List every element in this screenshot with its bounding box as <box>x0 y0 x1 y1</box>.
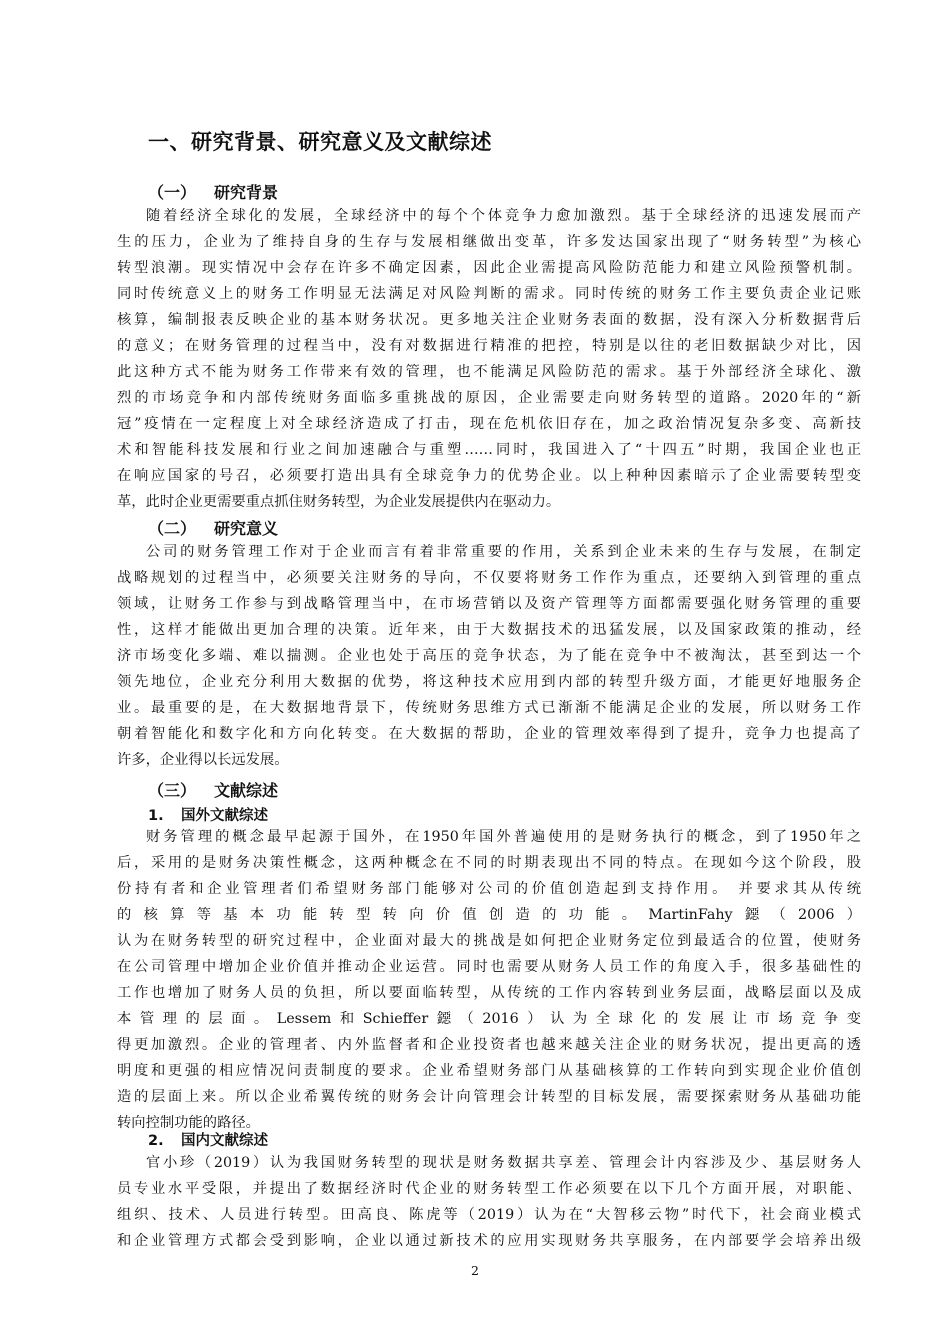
section-heading-background <box>148 180 278 203</box>
text-line: 和企业管理方式都会受到影响，企业以通过新技术的应用实现财务共享服务，在内部要学会培养出级 <box>117 1233 861 1249</box>
text-line: 在公司管理中增加企业价值并推动企业运营。同时也需要从财务人员工作的角度入手，很多基础性的 <box>117 959 861 975</box>
section-title: 研究背景 <box>214 183 279 202</box>
text-line: 财务管理的概念最早起源于国外，在1950年国外普遍使用的是财务执行的概念，到了1950年之 <box>146 829 861 845</box>
text-line: 性，这样才能做出更加合理的决策。近年来，由于大数据技术的迅猛发展，以及国家政策的推动，经 <box>117 622 861 638</box>
text-line: 朝着智能化和数字化和方向化转变。在大数据的帮助，企业的管理效率得到了提升，竞争力也提高了 <box>117 726 861 742</box>
section-heading-review <box>148 778 278 801</box>
subsection-number: 1. <box>148 808 164 824</box>
text-line: 认为在财务转型的研究过程中，企业面对最大的挑战是如何把企业财务定位到最适合的位置，使财务 <box>117 933 861 949</box>
text-line: 许多，企业得以长远发展。 <box>117 752 289 768</box>
text-line: 员专业水平受限，并提出了数据经济时代企业的财务转型工作必须要在以下几个方面开展，对职能、 <box>117 1181 861 1197</box>
text-line: 业。最重要的是，在大数据地背景下，传统财务思维方式已渐渐不能满足企业的发展，所以财务工作 <box>117 700 861 716</box>
page-number: 2 <box>471 1263 479 1278</box>
paragraph-significance <box>117 539 861 773</box>
text-line: 术和智能科技发展和行业之间加速融合与重塑……同时，我国进入了“十四五”时期，我国企业也正 <box>117 442 861 458</box>
text-line: 随着经济全球化的发展，全球经济中的每个个体竞争力愈加激烈。基于全球经济的迅速发展而产 <box>146 208 861 224</box>
text-line: 造的层面上来。所以企业希翼传统的财务会计向管理会计转型的目标发展，需要探索财务从基础功能 <box>117 1089 861 1105</box>
paragraph-domestic-review <box>117 1150 861 1254</box>
text-line: 领域，让财务工作参与到战略管理当中，在市场营销以及资产管理等方面都需要强化财务管理的重要 <box>117 596 861 612</box>
text-line: 官小珍（2019）认为我国财务转型的现状是财务数据共享差、管理会计内容涉及少、基层财务人 <box>146 1155 861 1171</box>
text-line: 济市场变化多端、难以揣测。企业也处于高压的竞争状态，为了能在竞争中不被淘汰，甚至到达一个 <box>117 648 861 664</box>
text-line: 得更加激烈。企业的管理者、内外监督者和企业投资者也越来越关注企业的财务状况，提出更高的透 <box>117 1037 861 1053</box>
subsection-heading-foreign <box>148 804 268 825</box>
section-heading-significance <box>148 516 278 539</box>
text-line: 战略规划的过程当中，必须要关注财务的导向，不仅要将财务工作作为重点，还要纳入到管理的重点 <box>117 570 861 586</box>
text-line: 工作也增加了财务人员的负担，所以要面临转型，从传统的工作内容转到业务层面，战略层面以及成 <box>117 985 861 1001</box>
subsection-heading-domestic <box>148 1129 268 1150</box>
text-line: 的意义；在财务管理的过程当中，没有对数据进行精准的把控，特别是以往的老旧数据缺少对比，因 <box>117 338 861 354</box>
text-line: 转向控制功能的路径。 <box>117 1115 260 1131</box>
paragraph-background <box>117 203 861 515</box>
subsection-title: 国内文献综述 <box>181 1133 268 1149</box>
text-line: 明度和更强的相应情况问责制度的要求。企业希望财务部门从基础核算的工作转向到实现企业价值创 <box>117 1063 861 1079</box>
text-line: 革，此时企业更需要重点抓住财务转型，为企业发展提供内在驱动力。 <box>117 494 561 510</box>
section-title: 研究意义 <box>214 519 279 538</box>
text-line: 此这种方式不能为财务工作带来有效的管理，也不能满足风险防范的需求。基于外部经济全球化、激 <box>117 364 861 380</box>
text-line: 同时传统意义上的财务工作明显无法满足对风险判断的需求。同时传统的财务工作主要负责企业记账 <box>117 286 861 302</box>
text-line: 生的压力，企业为了维持自身的生存与发展相继做出变革，许多发达国家出现了“财务转型”为核心 <box>117 234 861 250</box>
text-line: 烈的市场竞争和内部传统财务面临多重挑战的原因，企业需要走向财务转型的道路。2020年的“新 <box>117 390 861 406</box>
paragraph-foreign-review <box>117 824 861 1136</box>
subsection-number: 2. <box>148 1133 164 1149</box>
section-title: 文献综述 <box>214 781 279 800</box>
text-line: 领先地位，企业充分利用大数据的优势，将这种技术应用到内部的转型升级方面，才能更好地服务企 <box>117 674 861 690</box>
text-line: 份持有者和企业管理者们希望财务部门能够对公司的价值创造起到支持作用。 并要求其从传统 <box>117 881 861 897</box>
section-number: （一） <box>148 183 197 202</box>
text-line: 后，采用的是财务决策性概念，这两种概念在不同的时期表现出不同的特点。在现如今这个阶段，股 <box>117 855 861 871</box>
section-number: （三） <box>148 781 197 800</box>
text-line: 冠”疫情在一定程度上对全球经济造成了打击，现在危机依旧存在，加之政治情况复杂多变、高新技 <box>117 416 861 432</box>
text-line: 转型浪潮。现实情况中会存在许多不确定因素，因此企业需提高风险防范能力和建立风险预警机制。 <box>117 260 861 276</box>
chapter-heading: 一、研究背景、研究意义及文献综述 <box>148 130 492 154</box>
text-line: 本管理的层面。Lessem和Schieffer鐚（2016）认为全球化的发展让市场竞争变 <box>117 1011 861 1027</box>
text-line: 的核算等基本功能转型转向价值创造的功能。MartinFahy鐚（2006） <box>117 907 861 923</box>
text-line: 核算，编制报表反映企业的基本财务状况。更多地关注企业财务表面的数据，没有深入分析数据背后 <box>117 312 861 328</box>
subsection-title: 国外文献综述 <box>181 808 268 824</box>
text-line: 在响应国家的号召，必须要打造出具有全球竞争力的优势企业。以上种种因素暗示了企业需要转型变 <box>117 468 861 484</box>
section-number: （二） <box>148 519 197 538</box>
text-line: 组织、技术、人员进行转型。田高良、陈虎等（2019）认为在“大智移云物”时代下，社会商业模式 <box>117 1207 861 1223</box>
text-line: 公司的财务管理工作对于企业而言有着非常重要的作用，关系到企业未来的生存与发展，在制定 <box>146 544 861 560</box>
